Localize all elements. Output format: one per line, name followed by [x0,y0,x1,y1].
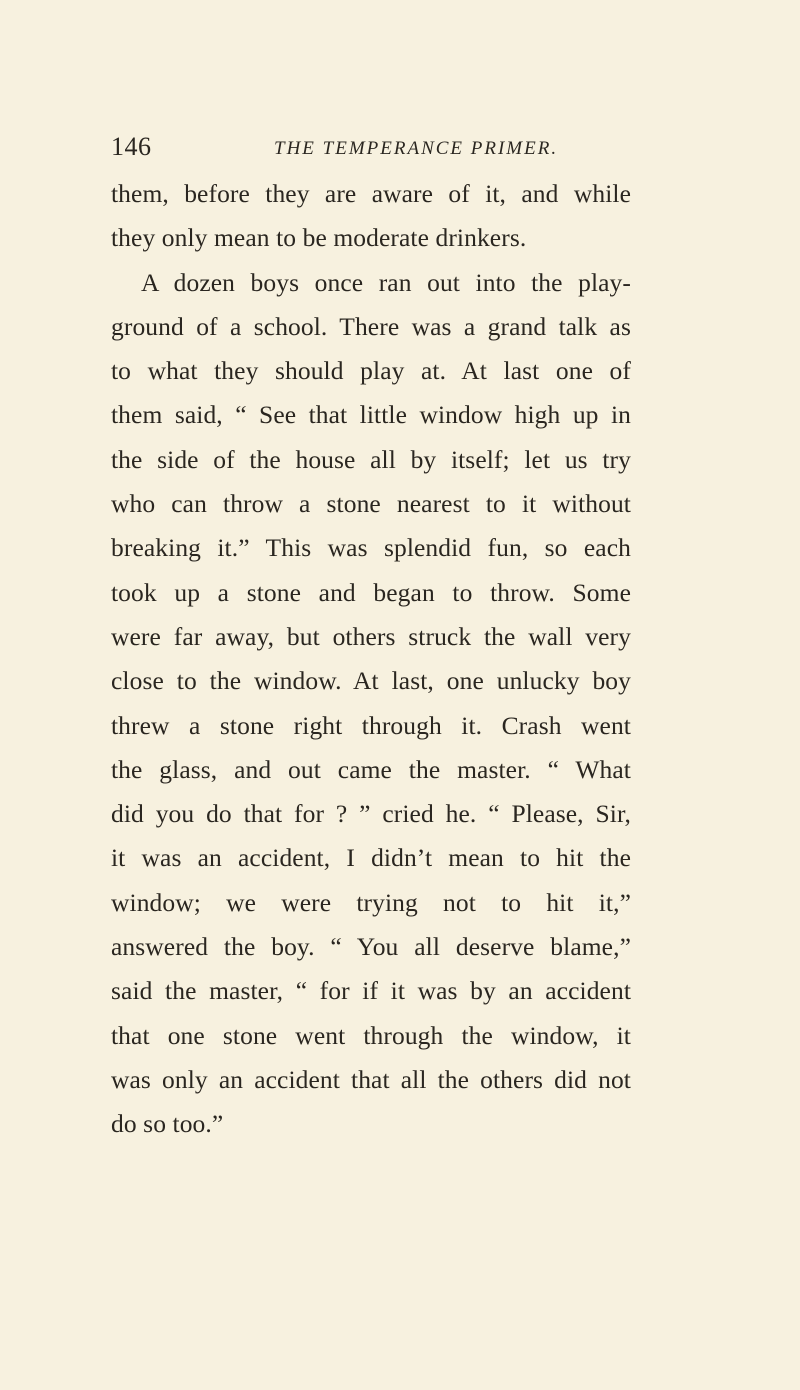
text-line: took up a stone and began to throw. Some [111,577,631,607]
text-line: it was an accident, I didn’t mean to hit the [111,843,631,873]
text-line: them said, “ See that little window high up in [111,400,631,430]
text-line: who can throw a stone nearest to it without [111,489,631,519]
text-line: the side of the house all by itself; let us try [111,444,631,474]
text-line: answered the boy. “ You all deserve blame,” [111,932,631,962]
text-line: did you do that for ? ” cried he. “ Please, Sir, [111,799,631,829]
text-line: they only mean to be moderate drinkers. [111,223,527,253]
running-head [111,132,631,162]
text-line: them, before they are aware of it, and while [111,179,631,208]
text-line: said the master, “ for if it was by an accident [111,976,631,1006]
text-line: that one stone went through the window, it [111,1020,631,1050]
running-title: THE TEMPERANCE PRIMER. [274,138,559,159]
text-line: do so too.” [111,1109,224,1139]
text-line: window; we were trying not to hit it,” [111,887,631,917]
text-line: ground of a school. There was a grand talk as [111,311,631,341]
paragraph-start-line: A dozen boys once ran out into the play- [141,267,631,297]
text-line: the glass, and out came the master. “ What [111,754,631,784]
body-text [111,172,631,1147]
text-line: threw a stone right through it. Crash went [111,710,631,740]
text-line: were far away, but others struck the wall very [111,621,631,651]
page-number: 146 [111,132,152,161]
text-line: was only an accident that all the others did not [111,1064,631,1094]
text-line: breaking it.” This was splendid fun, so each [111,533,631,563]
text-line: to what they should play at. At last one of [111,356,631,386]
text-line: close to the window. At last, one unlucky boy [111,666,631,696]
